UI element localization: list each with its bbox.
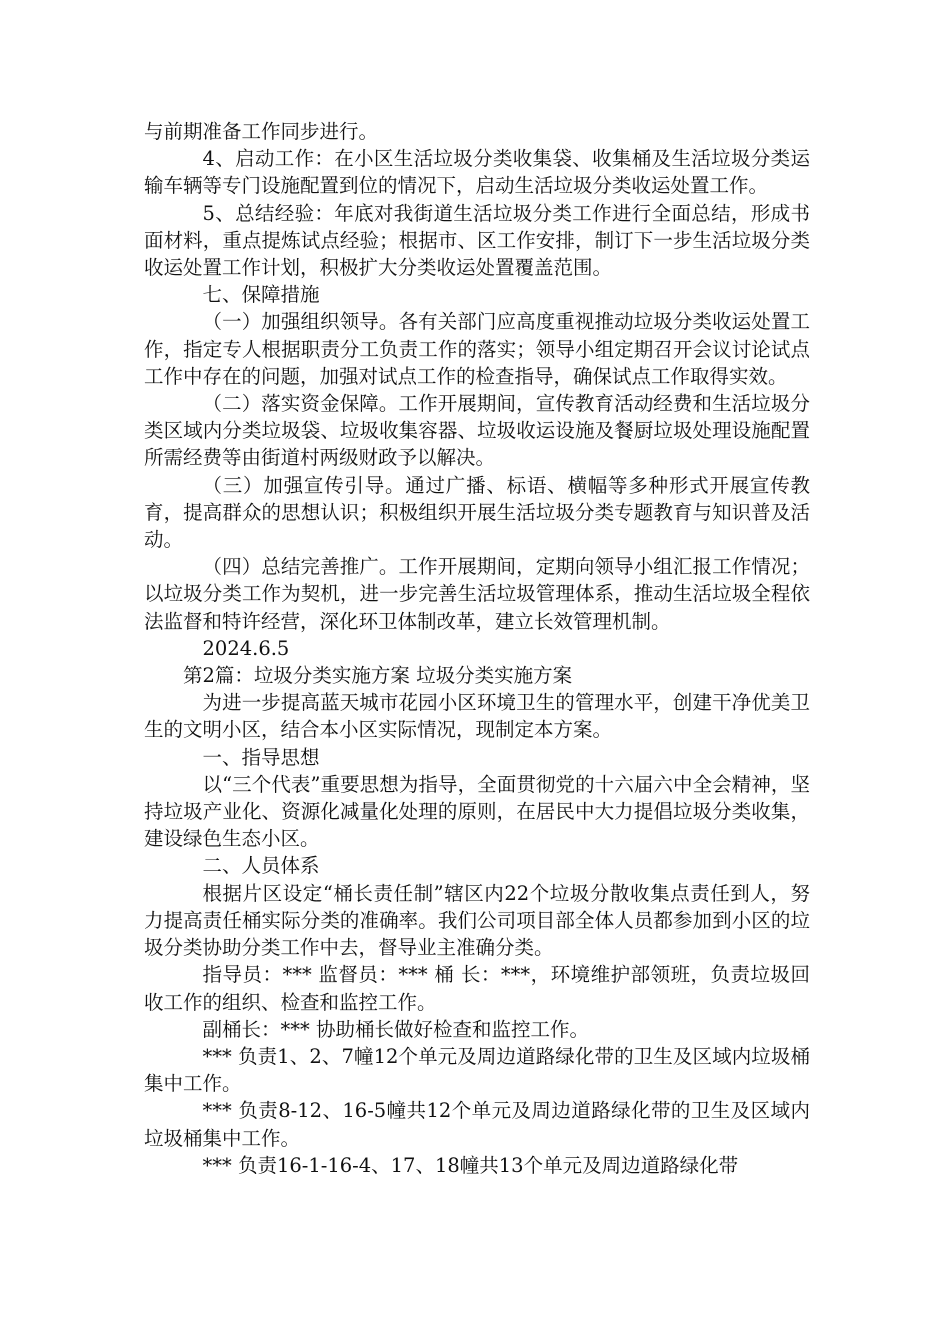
paragraph-duty-3: *** 负责16-1-16-4、17、18幢共13个单元及周边道路绿化带 (202, 1153, 739, 1177)
paragraph-organization: （一）加强组织领导。各有关部门应高度重视推动垃圾分类收运处置工作，指定专人根据职责分工负责工作的落实；领导小组定期召开会议讨论试点工作中存在的问题，加强对试点工作的检查指导，确保试点工作取得实效。 (144, 310, 810, 388)
document-date: 2024.6.5 (202, 636, 290, 660)
paragraph-start-work: 4、启动工作：在小区生活垃圾分类收集袋、收集桶及生活垃圾分类运输车辆等专门设施配置到位的情况下，启动生活垃圾分类收运处置工作。 (144, 147, 810, 198)
paragraph-duty-2: *** 负责8-12、16-5幢共12个单元及周边道路绿化带的卫生及区域内垃圾桶集中工作。 (144, 1099, 810, 1150)
paragraph-summary: 5、总结经验：年底对我街道生活垃圾分类工作进行全面总结，形成书面材料，重点提炼试点经验；根据市、区工作安排，制订下一步生活垃圾分类收运处置工作计划，积极扩大分类收运处置覆盖范围。 (144, 201, 810, 280)
paragraph-intro: 为进一步提高蓝天城市花园小区环境卫生的管理水平，创建干净优美卫生的文明小区，结合本小区实际情况，现制定本方案。 (144, 691, 810, 742)
paragraph-roles: 指导员：*** 监督员：*** 桶 长：***，环境维护部领班，负责垃圾回收工作的组织、检查和监控工作。 (144, 963, 810, 1014)
paragraph-personnel: 根据片区设定“桶长责任制”辖区内22个垃圾分散收集点责任到人，努力提高责任桶实际分类的准确率。我们公司项目部全体人员都参加到小区的垃圾分类协助分类工作中去，督导业主准确分类。 (144, 881, 810, 960)
paragraph-ideology: 以“三个代表”重要思想为指导，全面贯彻党的十六届六中全会精神，坚持垃圾产业化、资源化减量化处理的原则，在居民中大力提倡垃圾分类收集，建设绿色生态小区。 (144, 772, 810, 851)
heading-safeguards: 七、保障措施 (202, 283, 320, 307)
paragraph-duty-1: *** 负责1、2、7幢12个单元及周边道路绿化带的卫生及区域内垃圾桶集中工作。 (144, 1044, 810, 1096)
paragraph-promotion: （四）总结完善推广。工作开展期间，定期向领导小组汇报工作情况；以垃圾分类工作为契机，进一步完善生活垃圾管理体系，推动生活垃圾全程依法监督和特许经营，深化环卫体制改革，建立长效管理机制。 (144, 555, 810, 633)
paragraph-publicity: （三）加强宣传引导。通过广播、标语、横幅等多种形式开展宣传教育，提高群众的思想认识；积极组织开展生活垃圾分类专题教育与知识普及活动。 (144, 473, 810, 552)
paragraph-deputy: 副桶长：*** 协助桶长做好检查和监控工作。 (202, 1017, 589, 1041)
heading-guiding-ideology: 一、指导思想 (202, 745, 320, 769)
document-body (144, 118, 810, 1179)
paragraph-funding: （二）落实资金保障。工作开展期间，宣传教育活动经费和生活垃圾分类区域内分类垃圾袋、垃圾收集容器、垃圾收运设施及餐厨垃圾处理设施配置所需经费等由街道村两级财政予以解决。 (144, 392, 810, 470)
paragraph-continuation: 与前期准备工作同步进行。 (144, 120, 379, 143)
section-title: 第2篇：垃圾分类实施方案 垃圾分类实施方案 (183, 664, 573, 688)
heading-personnel: 二、人员体系 (202, 854, 320, 878)
